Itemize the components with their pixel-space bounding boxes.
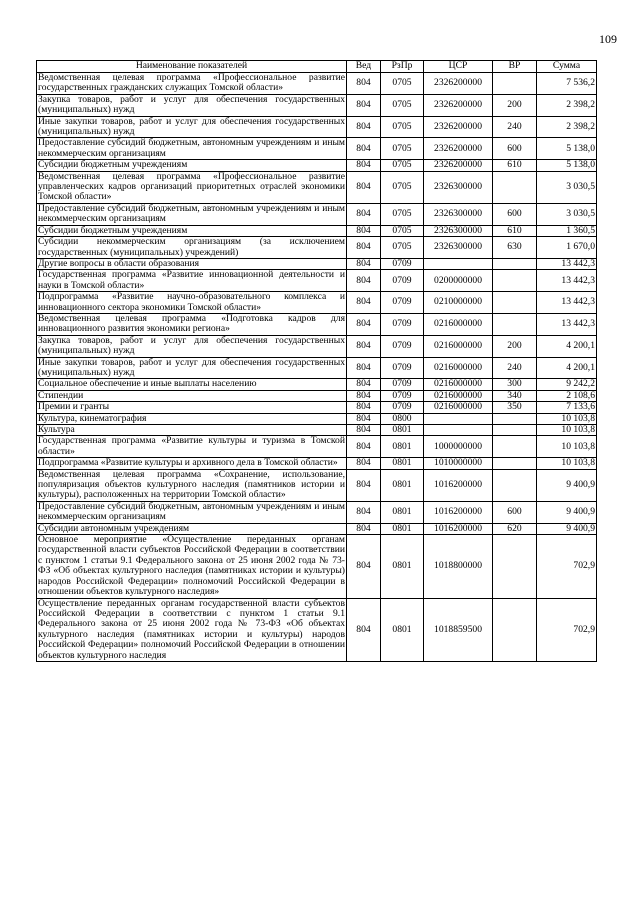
- cell-name: Подпрограмма «Развитие культуры и архивного дела в Томской области»: [37, 458, 347, 469]
- cell-rzpr: 0705: [381, 94, 424, 116]
- cell-sum: 3 030,5: [537, 203, 597, 225]
- cell-ved: 804: [347, 292, 381, 314]
- cell-rzpr: 0709: [381, 390, 424, 401]
- cell-rzpr: 0801: [381, 598, 424, 661]
- cell-vr: [493, 535, 537, 598]
- cell-rzpr: 0800: [381, 413, 424, 424]
- cell-csr: 2326300000: [424, 203, 493, 225]
- cell-rzpr: 0709: [381, 270, 424, 292]
- cell-sum: 4 200,1: [537, 335, 597, 357]
- table-row: [37, 116, 597, 138]
- cell-csr: 0216000000: [424, 357, 493, 379]
- cell-vr: [493, 270, 537, 292]
- cell-vr: [493, 469, 537, 501]
- cell-sum: 9 242,2: [537, 379, 597, 390]
- table-row: [37, 458, 597, 469]
- cell-rzpr: 0705: [381, 171, 424, 203]
- cell-rzpr: 0709: [381, 258, 424, 269]
- cell-vr: 610: [493, 225, 537, 236]
- cell-name: Культура: [37, 425, 347, 436]
- table-row: [37, 292, 597, 314]
- table-row: [37, 203, 597, 225]
- cell-name: Социальное обеспечение и иные выплаты населению: [37, 379, 347, 390]
- cell-csr: 2326300000: [424, 237, 493, 259]
- table-row: [37, 413, 597, 424]
- cell-vr: 300: [493, 379, 537, 390]
- cell-csr: 2326300000: [424, 171, 493, 203]
- cell-rzpr: 0705: [381, 160, 424, 171]
- cell-rzpr: 0705: [381, 138, 424, 160]
- cell-name: Культура, кинематография: [37, 413, 347, 424]
- cell-csr: 0216000000: [424, 335, 493, 357]
- cell-ved: 804: [347, 203, 381, 225]
- cell-csr: [424, 425, 493, 436]
- table-row: [37, 357, 597, 379]
- cell-sum: 10 103,8: [537, 425, 597, 436]
- table-row: [37, 335, 597, 357]
- cell-name: Стипендии: [37, 390, 347, 401]
- cell-csr: 0216000000: [424, 313, 493, 335]
- cell-ved: 804: [347, 413, 381, 424]
- cell-sum: 702,9: [537, 598, 597, 661]
- cell-vr: 350: [493, 402, 537, 413]
- cell-csr: 1018800000: [424, 535, 493, 598]
- cell-csr: 0216000000: [424, 390, 493, 401]
- header-rzpr: РзПр: [381, 61, 424, 73]
- cell-sum: 9 400,9: [537, 501, 597, 523]
- cell-name: Премии и гранты: [37, 402, 347, 413]
- cell-rzpr: 0801: [381, 425, 424, 436]
- cell-csr: 0210000000: [424, 292, 493, 314]
- cell-ved: 804: [347, 335, 381, 357]
- cell-sum: 10 103,8: [537, 436, 597, 458]
- cell-rzpr: 0705: [381, 73, 424, 95]
- header-sum: Сумма: [537, 61, 597, 73]
- cell-vr: [493, 171, 537, 203]
- table-row: [37, 138, 597, 160]
- cell-name: Основное мероприятие «Осуществление переданных органам государственной власти субъектов Российской Федерации в соответствии с пунктом 1 статьи 9.1 Федерального закона от 25 июня 2002 года № 73-ФЗ «Об объектах культурного наследия (памятниках истории и культуры) народов Российской Федерации» полномочий Российской Федерации в отношении объектов культурного наследия»: [38, 534, 345, 598]
- cell-sum: 1 670,0: [537, 237, 597, 259]
- cell-rzpr: 0709: [381, 402, 424, 413]
- cell-sum: 7 536,2: [537, 73, 597, 95]
- cell-ved: 804: [347, 116, 381, 138]
- cell-csr: 2326300000: [424, 225, 493, 236]
- table-row: [37, 313, 597, 335]
- cell-name: Ведомственная целевая программа «Профессиональное развитие государственных гражданских служащих Томской области»: [38, 72, 345, 94]
- table-row: [37, 225, 597, 236]
- table-row: [37, 270, 597, 292]
- cell-ved: 804: [347, 501, 381, 523]
- table-row: [37, 73, 597, 95]
- cell-sum: 4 200,1: [537, 357, 597, 379]
- cell-csr: 1016200000: [424, 469, 493, 501]
- cell-csr: [424, 413, 493, 424]
- cell-ved: 804: [347, 313, 381, 335]
- cell-sum: 9 400,9: [537, 523, 597, 534]
- cell-vr: 240: [493, 116, 537, 138]
- cell-rzpr: 0705: [381, 237, 424, 259]
- table-row: [37, 379, 597, 390]
- cell-rzpr: 0709: [381, 292, 424, 314]
- table-row: [37, 523, 597, 534]
- table-row: [37, 160, 597, 171]
- header-csr: ЦСР: [424, 61, 493, 73]
- cell-ved: 804: [347, 138, 381, 160]
- cell-rzpr: 0801: [381, 458, 424, 469]
- cell-ved: 804: [347, 357, 381, 379]
- budget-table: [36, 60, 597, 662]
- cell-vr: [493, 292, 537, 314]
- table-header-row: [37, 61, 597, 73]
- cell-rzpr: 0709: [381, 313, 424, 335]
- cell-ved: 804: [347, 237, 381, 259]
- table-row: [37, 436, 597, 458]
- cell-name: Иные закупки товаров, работ и услуг для обеспечения государственных (муниципальных) нужд: [38, 115, 345, 138]
- cell-name: Другие вопросы в области образования: [37, 258, 347, 269]
- cell-csr: 2326200000: [424, 94, 493, 116]
- cell-name: Ведомственная целевая программа «Сохранение, использование, популяризация объектов культурного наследия (памятников истории и культуры), расположенных на территории Томской области»: [38, 468, 345, 501]
- cell-vr: 200: [493, 94, 537, 116]
- cell-sum: 3 030,5: [537, 171, 597, 203]
- cell-rzpr: 0705: [381, 203, 424, 225]
- cell-sum: 2 398,2: [537, 116, 597, 138]
- cell-vr: [493, 598, 537, 661]
- cell-name: Подпрограмма «Развитие научно-образовательного комплекса и инновационного сектора экономики Томской области»: [38, 291, 345, 313]
- cell-sum: 9 400,9: [537, 469, 597, 501]
- cell-vr: [493, 458, 537, 469]
- cell-name: Субсидии бюджетным учреждениям: [37, 160, 347, 171]
- cell-name: Субсидии бюджетным учреждениям: [37, 225, 347, 236]
- cell-name: Закупка товаров, работ и услуг для обеспечения государственных (муниципальных) нужд: [38, 334, 345, 357]
- cell-csr: [424, 258, 493, 269]
- cell-csr: 1016200000: [424, 501, 493, 523]
- table-row: [37, 535, 597, 598]
- cell-vr: 620: [493, 523, 537, 534]
- table-row: [37, 469, 597, 501]
- header-vr: ВР: [493, 61, 537, 73]
- cell-rzpr: 0705: [381, 225, 424, 236]
- header-name: Наименование показателей: [37, 61, 347, 73]
- cell-ved: 804: [347, 258, 381, 269]
- cell-ved: 804: [347, 94, 381, 116]
- cell-csr: 0200000000: [424, 270, 493, 292]
- table-row: [37, 171, 597, 203]
- page-number: 109: [599, 32, 617, 46]
- cell-ved: 804: [347, 270, 381, 292]
- table-row: [37, 390, 597, 401]
- cell-csr: 1016200000: [424, 523, 493, 534]
- cell-ved: 804: [347, 379, 381, 390]
- cell-name: Ведомственная целевая программа «Профессиональное развитие управленческих кадров организаций приоритетных отраслей экономики Томской области»: [38, 170, 345, 203]
- cell-rzpr: 0705: [381, 116, 424, 138]
- cell-name: Закупка товаров, работ и услуг для обеспечения государственных (муниципальных) нужд: [38, 93, 345, 116]
- cell-vr: [493, 425, 537, 436]
- cell-sum: 2 108,6: [537, 390, 597, 401]
- table-row: [37, 237, 597, 259]
- cell-vr: [493, 258, 537, 269]
- cell-vr: 240: [493, 357, 537, 379]
- cell-sum: 7 133,6: [537, 402, 597, 413]
- cell-vr: 600: [493, 138, 537, 160]
- cell-vr: [493, 413, 537, 424]
- cell-name: Субсидии некоммерческим организациям (за исключением государственных (муниципальных) учреждений): [38, 236, 345, 258]
- cell-csr: 2326200000: [424, 160, 493, 171]
- cell-sum: 10 103,8: [537, 413, 597, 424]
- cell-ved: 804: [347, 73, 381, 95]
- cell-vr: 630: [493, 237, 537, 259]
- cell-ved: 804: [347, 469, 381, 501]
- cell-csr: 2326200000: [424, 73, 493, 95]
- table-body: [37, 73, 597, 662]
- table-row: [37, 598, 597, 661]
- header-ved: Вед: [347, 61, 381, 73]
- cell-sum: 5 138,0: [537, 160, 597, 171]
- cell-rzpr: 0801: [381, 535, 424, 598]
- table-row: [37, 258, 597, 269]
- table-row: [37, 402, 597, 413]
- table-row: [37, 425, 597, 436]
- cell-vr: [493, 313, 537, 335]
- cell-name: Ведомственная целевая программа «Подготовка кадров для инновационного развития экономики региона»: [38, 312, 345, 335]
- cell-sum: 5 138,0: [537, 138, 597, 160]
- cell-sum: 10 103,8: [537, 458, 597, 469]
- cell-ved: 804: [347, 225, 381, 236]
- cell-vr: [493, 436, 537, 458]
- cell-name: Государственная программа «Развитие культуры и туризма в Томской области»: [38, 435, 345, 457]
- cell-csr: 1018859500: [424, 598, 493, 661]
- cell-vr: [493, 73, 537, 95]
- cell-ved: 804: [347, 171, 381, 203]
- cell-ved: 804: [347, 523, 381, 534]
- cell-name: Иные закупки товаров, работ и услуг для обеспечения государственных (муниципальных) нужд: [38, 356, 345, 378]
- cell-vr: 610: [493, 160, 537, 171]
- cell-ved: 804: [347, 458, 381, 469]
- table-row: [37, 501, 597, 523]
- cell-sum: 13 442,3: [537, 258, 597, 269]
- cell-rzpr: 0709: [381, 335, 424, 357]
- cell-name: Предоставление субсидий бюджетным, автономным учреждениям и иным некоммерческим организациям: [38, 202, 345, 225]
- cell-ved: 804: [347, 598, 381, 661]
- cell-sum: 1 360,5: [537, 225, 597, 236]
- cell-rzpr: 0801: [381, 523, 424, 534]
- cell-ved: 804: [347, 390, 381, 401]
- cell-rzpr: 0709: [381, 357, 424, 379]
- cell-csr: 2326200000: [424, 138, 493, 160]
- cell-sum: 13 442,3: [537, 292, 597, 314]
- cell-vr: 200: [493, 335, 537, 357]
- cell-name: Государственная программа «Развитие инновационной деятельности и науки в Томской области»: [38, 269, 345, 291]
- table-row: [37, 94, 597, 116]
- cell-sum: 13 442,3: [537, 313, 597, 335]
- cell-rzpr: 0801: [381, 469, 424, 501]
- cell-name: Предоставление субсидий бюджетным, автономным учреждениям и иным некоммерческим организациям: [38, 137, 345, 159]
- cell-sum: 13 442,3: [537, 270, 597, 292]
- cell-csr: 0216000000: [424, 379, 493, 390]
- cell-rzpr: 0801: [381, 501, 424, 523]
- cell-ved: 804: [347, 160, 381, 171]
- cell-ved: 804: [347, 425, 381, 436]
- cell-vr: 340: [493, 390, 537, 401]
- cell-rzpr: 0709: [381, 379, 424, 390]
- cell-vr: 600: [493, 203, 537, 225]
- cell-ved: 804: [347, 535, 381, 598]
- cell-csr: 0216000000: [424, 402, 493, 413]
- cell-name: Осуществление переданных органам государственной власти субъектов Российской Федерации в соответствии с пунктом 1 статьи 9.1 Федерального закона от 25 июня 2002 года № 73-ФЗ «Об объектах культурного наследия (памятниках истории и культуры) народов Российской Федерации» полномочий Российской Федерации в отношении объектов культурного наследия: [38, 597, 345, 661]
- cell-sum: 2 398,2: [537, 94, 597, 116]
- cell-sum: 702,9: [537, 535, 597, 598]
- cell-name: Субсидии автономным учреждениям: [37, 523, 347, 534]
- cell-csr: 1010000000: [424, 458, 493, 469]
- cell-name: Предоставление субсидий бюджетным, автономным учреждениям и иным некоммерческим организациям: [38, 500, 345, 523]
- cell-ved: 804: [347, 436, 381, 458]
- cell-csr: 1000000000: [424, 436, 493, 458]
- cell-rzpr: 0801: [381, 436, 424, 458]
- cell-ved: 804: [347, 402, 381, 413]
- cell-csr: 2326200000: [424, 116, 493, 138]
- cell-vr: 600: [493, 501, 537, 523]
